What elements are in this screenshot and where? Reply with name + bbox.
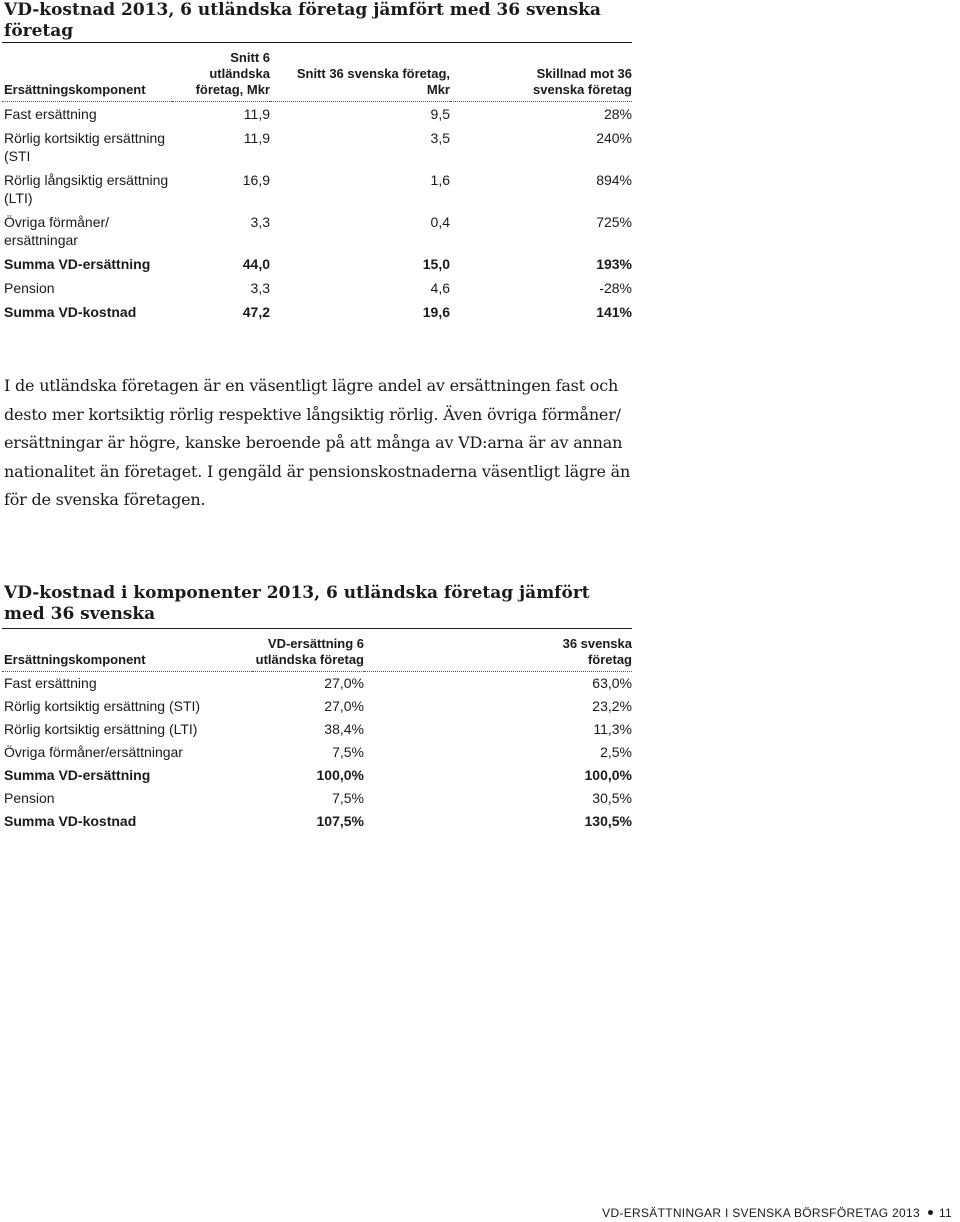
value-foreign: 11,9 bbox=[243, 130, 270, 146]
value-swedish: 23,2% bbox=[592, 698, 632, 714]
row-label: Rörlig kortsiktig ersättning (LTI) bbox=[4, 721, 198, 737]
value-foreign: 27,0% bbox=[324, 675, 364, 691]
value-foreign: 107,5% bbox=[316, 813, 364, 829]
table-row bbox=[2, 672, 632, 696]
table-row bbox=[2, 210, 632, 252]
value-swedish: 15,0 bbox=[422, 256, 450, 272]
value-swedish: 1,6 bbox=[430, 172, 450, 188]
value-difference: 894% bbox=[596, 172, 632, 188]
body-paragraph: I de utländska företagen är en väsentligt lägre andel av ersättningen fast och desto mer kortsiktig rörlig respektive långsiktig rörlig. Även övriga förmåner/ ersättningar är högre, kanske beroende på att många av VD:arna är av annan nationalitet än företaget. I gengäld är pensionskostnaderna väsentligt lägre än för de svenska företagen. bbox=[4, 376, 631, 510]
value-swedish: 130,5% bbox=[584, 813, 632, 829]
value-foreign: 3,3 bbox=[250, 214, 270, 230]
row-label: Summa VD-kostnad bbox=[4, 813, 137, 829]
table1-col-foreign: Snitt 6 utländska företag, Mkr bbox=[172, 50, 270, 102]
value-swedish: 2,5% bbox=[600, 744, 632, 760]
row-label: Summa VD-ersättning bbox=[4, 256, 151, 272]
page-number: 11 bbox=[938, 1206, 952, 1220]
value-foreign: 38,4% bbox=[324, 721, 364, 737]
row-label: Pension bbox=[4, 790, 55, 806]
bullet-dot-icon bbox=[928, 1210, 933, 1215]
table-row bbox=[2, 787, 632, 810]
row-label: Fast ersättning bbox=[4, 675, 97, 691]
value-swedish: 3,5 bbox=[430, 130, 450, 146]
table1-col-difference: Skillnad mot 36 svenska företag bbox=[450, 50, 632, 102]
value-foreign: 16,9 bbox=[242, 172, 270, 188]
value-foreign: 47,2 bbox=[242, 304, 270, 320]
value-swedish: 4,6 bbox=[430, 280, 450, 296]
row-label: Summa VD-kostnad bbox=[4, 304, 137, 320]
value-swedish: 19,6 bbox=[422, 304, 450, 320]
value-foreign: 7,5% bbox=[332, 744, 364, 760]
row-label: Rörlig kortsiktig ersättning (STI) bbox=[4, 698, 201, 714]
value-difference: -28% bbox=[599, 280, 632, 296]
row-label: Summa VD-ersättning bbox=[4, 767, 151, 783]
footer-publication-title: VD-ERSÄTTNINGAR I SVENSKA BÖRSFÖRETAG 2013 bbox=[602, 1206, 920, 1220]
value-foreign: 7,5% bbox=[332, 790, 364, 806]
table1-title: VD-kostnad 2013, 6 utländska företag jämfört med 36 svenska företag bbox=[4, 0, 601, 41]
value-difference: 193% bbox=[596, 256, 632, 272]
table1-header-row bbox=[2, 50, 632, 102]
value-swedish: 11,3% bbox=[593, 721, 632, 737]
value-foreign: 27,0% bbox=[324, 698, 364, 714]
table-row bbox=[2, 168, 632, 210]
table2-col-foreign: VD-ersättning 6 utländska företag bbox=[252, 636, 364, 672]
value-difference: 725% bbox=[596, 214, 632, 230]
row-label: Övriga förmåner/ ersättningar bbox=[4, 214, 110, 248]
table1-col-swedish: Snitt 36 svenska företag, Mkr bbox=[270, 50, 450, 102]
value-swedish: 63,0% bbox=[592, 675, 632, 691]
table2-col-component: Ersättningskomponent bbox=[2, 636, 252, 672]
table2 bbox=[2, 636, 632, 833]
value-difference: 28% bbox=[603, 106, 632, 122]
row-label: Övriga förmåner/ersättningar bbox=[4, 744, 183, 760]
value-swedish: 0,4 bbox=[430, 214, 450, 230]
table-row-total bbox=[2, 252, 632, 276]
table1-top-rule bbox=[2, 42, 632, 43]
table-row bbox=[2, 276, 632, 300]
row-label: Rörlig kortsiktig ersättning (STI bbox=[4, 130, 166, 164]
table-row-total bbox=[2, 764, 632, 787]
table2-col-swedish: 36 svenska företag bbox=[364, 636, 632, 672]
table-row bbox=[2, 695, 632, 718]
page-footer bbox=[602, 1206, 952, 1220]
value-swedish: 100,0% bbox=[584, 767, 632, 783]
value-foreign: 3,3 bbox=[250, 280, 270, 296]
value-foreign: 100,0% bbox=[316, 767, 364, 783]
row-label: Pension bbox=[4, 280, 55, 296]
table1 bbox=[2, 50, 632, 324]
value-foreign: 44,0 bbox=[242, 256, 270, 272]
row-label: Rörlig långsiktig ersättning (LTI) bbox=[4, 172, 169, 206]
table-row bbox=[2, 102, 632, 127]
row-label: Fast ersättning bbox=[4, 106, 97, 122]
table2-header-row bbox=[2, 636, 632, 672]
value-foreign: 11,9 bbox=[243, 106, 270, 122]
value-difference: 141% bbox=[596, 304, 632, 320]
value-difference: 240% bbox=[596, 130, 632, 146]
table-row bbox=[2, 126, 632, 168]
value-swedish: 30,5% bbox=[592, 790, 632, 806]
value-swedish: 9,5 bbox=[430, 106, 450, 122]
table2-title: VD-kostnad i komponenter 2013, 6 utländska företag jämfört med 36 svenska bbox=[4, 583, 590, 624]
table2-top-rule bbox=[2, 628, 632, 629]
table-row-total bbox=[2, 810, 632, 833]
table-row bbox=[2, 718, 632, 741]
table-row bbox=[2, 741, 632, 764]
table-row-total bbox=[2, 300, 632, 324]
table1-col-component: Ersättningskomponent bbox=[2, 50, 172, 102]
